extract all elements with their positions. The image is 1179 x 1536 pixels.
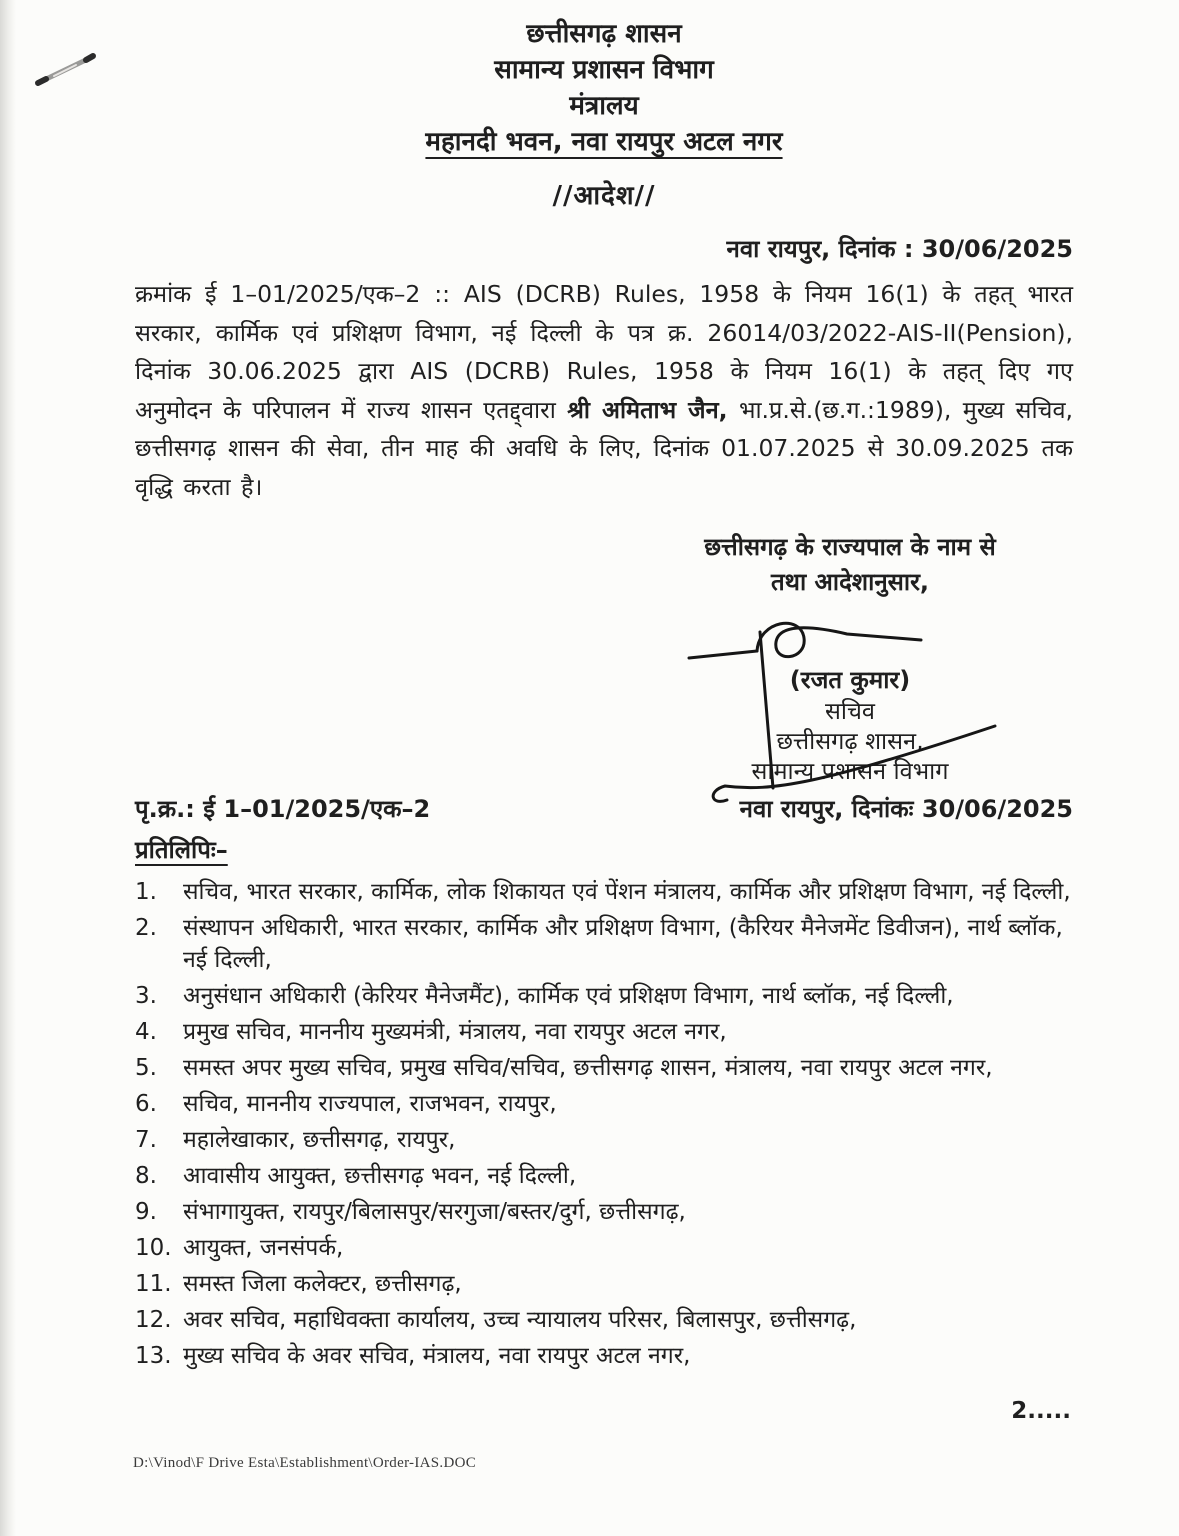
order-body-before: क्रमांक ई 1–01/2025/एक–2 :: AIS (DCRB) Rules, 1958 के नियम 16(1) के तहत् भारत सरकार, कार्मिक एवं प्रशिक्षण विभाग, नई दिल्ली के पत्र क्र. 26014/03/2022-AIS-II(Pension), दिनांक 30.06.2025 द्वारा AIS (DCRB) Rules, 1958 के नियम 16(1) के तहत् दिए गए अनुमोदन के परिपालन में राज्य शासन एतद्द्वारा <box>135 280 1073 424</box>
letterhead-ministry: मंत्रालय <box>569 91 639 121</box>
order-body-after: भा.प्र.से.(छ.ग.:1989), मुख्य सचिव, छत्तीसगढ़ शासन की सेवा, तीन माह की अवधि के लिए, दिनांक 01.07.2025 से 30.09.2025 तक वृद्धि करता है। <box>135 395 1073 501</box>
copy-item-number: 7. <box>135 1126 157 1153</box>
pen-mark-icon <box>30 44 102 90</box>
copy-item-text: समस्त अपर मुख्य सचिव, प्रमुख सचिव/सचिव, छत्तीसगढ़ शासन, मंत्रालय, नवा रायपुर अटल नगर, <box>183 1054 993 1081</box>
copy-list-item <box>135 1340 1073 1372</box>
copy-list-item <box>135 1268 1073 1300</box>
signatory-org-line-1: छत्तीसगढ़ शासन, <box>776 726 924 755</box>
copy-item-number: 13. <box>135 1342 172 1369</box>
copy-item-number: 9. <box>135 1198 157 1225</box>
authority-line-1: छत्तीसगढ़ के राज्यपाल के नाम से <box>704 532 996 561</box>
copy-item-text: अवर सचिव, महाधिवक्ता कार्यालय, उच्च न्यायालय परिसर, बिलासपुर, छत्तीसगढ़, <box>183 1306 857 1333</box>
copy-item-text: सचिव, माननीय राज्यपाल, राजभवन, रायपुर, <box>183 1090 557 1117</box>
copy-item-number: 3. <box>135 982 157 1009</box>
authority-line-2: तथा आदेशानुसार, <box>770 567 930 596</box>
endorsement-place-date: नवा रायपुर, दिनांकः 30/06/2025 <box>739 794 1073 823</box>
copy-item-text: मुख्य सचिव के अवर सचिव, मंत्रालय, नवा रायपुर अटल नगर, <box>183 1342 691 1369</box>
copy-list-item <box>135 1124 1073 1156</box>
copy-list-item <box>135 1196 1073 1228</box>
copy-list-item <box>135 1052 1073 1084</box>
signatory-name: (रजत कुमार) <box>789 665 911 694</box>
copy-list-item <box>135 876 1073 908</box>
copy-item-text: महालेखाकार, छत्तीसगढ़, रायपुर, <box>183 1126 456 1153</box>
letterhead <box>135 16 1073 160</box>
signature-column <box>627 530 1073 786</box>
copy-item-text: संस्थापन अधिकारी, भारत सरकार, कार्मिक और प्रशिक्षण विभाग, (कैरियर मैनेजमेंट डिवीजन), नार्थ ब्लॉक, नई दिल्ली, <box>183 914 1063 973</box>
letterhead-address: महानदी भवन, नवा रायपुर अटल नगर <box>425 127 783 157</box>
copy-list-item <box>135 912 1073 976</box>
copy-item-number: 10. <box>135 1234 172 1261</box>
signatory-designation: सचिव <box>825 696 875 725</box>
copy-item-text: अनुसंधान अधिकारी (केरियर मैनेजमैंट), कार्मिक एवं प्रशिक्षण विभाग, नार्थ ब्लॉक, नई दिल्ली, <box>183 982 954 1009</box>
endorsement-row <box>135 792 1073 825</box>
letterhead-government: छत्तीसगढ़ शासन <box>526 19 682 49</box>
copy-list-item <box>135 1304 1073 1336</box>
copy-item-number: 5. <box>135 1054 157 1081</box>
officer-name: श्री अमिताभ जैन, <box>567 395 728 424</box>
order-place-date: नवा रायपुर, दिनांक : 30/06/2025 <box>726 235 1073 263</box>
letterhead-department: सामान्य प्रशासन विभाग <box>494 55 714 85</box>
copy-item-number: 12. <box>135 1306 172 1333</box>
endorsement-ref-number: पृ.क्र.: ई 1–01/2025/एक–2 <box>135 794 431 823</box>
copy-item-number: 1. <box>135 878 157 905</box>
copy-item-text: सचिव, भारत सरकार, कार्मिक, लोक शिकायत एवं पेंशन मंत्रालय, कार्मिक और प्रशिक्षण विभाग, नई दिल्ली, <box>183 878 1071 905</box>
copy-list-item <box>135 980 1073 1012</box>
document-content <box>135 16 1073 1376</box>
copy-list-item <box>135 1016 1073 1048</box>
footer-file-path: D:\Vinod\F Drive Esta\Establishment\Order-IAS.DOC <box>133 1455 477 1471</box>
copy-item-text: प्रमुख सचिव, माननीय मुख्यमंत्री, मंत्रालय, नवा रायपुर अटल नगर, <box>183 1018 727 1045</box>
copy-item-text: आवासीय आयुक्त, छत्तीसगढ़ भवन, नई दिल्ली, <box>183 1162 577 1189</box>
copy-item-text: संभागायुक्त, रायपुर/बिलासपुर/सरगुजा/बस्तर/दुर्ग, छत्तीसगढ़, <box>183 1198 686 1225</box>
copy-list <box>135 876 1073 1372</box>
copy-item-number: 2. <box>135 914 157 941</box>
signature-block <box>627 600 1073 786</box>
order-title: //आदेश// <box>552 181 656 211</box>
copy-list-heading: प्रतिलिपिः– <box>135 835 228 864</box>
copy-item-number: 11. <box>135 1270 172 1297</box>
copy-item-text: आयुक्त, जनसंपर्क, <box>183 1234 344 1261</box>
copy-item-number: 6. <box>135 1090 157 1117</box>
copy-list-item <box>135 1232 1073 1264</box>
authority-statement <box>627 530 1073 600</box>
copy-item-number: 4. <box>135 1018 157 1045</box>
copy-list-item <box>135 1088 1073 1120</box>
copy-item-number: 8. <box>135 1162 157 1189</box>
page-number: 2..... <box>1011 1398 1071 1424</box>
signatory-org-line-2: सामान्य प्रशासन विभाग <box>751 756 949 785</box>
copy-item-text: समस्त जिला कलेक्टर, छत्तीसगढ़, <box>183 1270 462 1297</box>
copy-list-item <box>135 1160 1073 1192</box>
order-body-paragraph <box>135 275 1073 506</box>
